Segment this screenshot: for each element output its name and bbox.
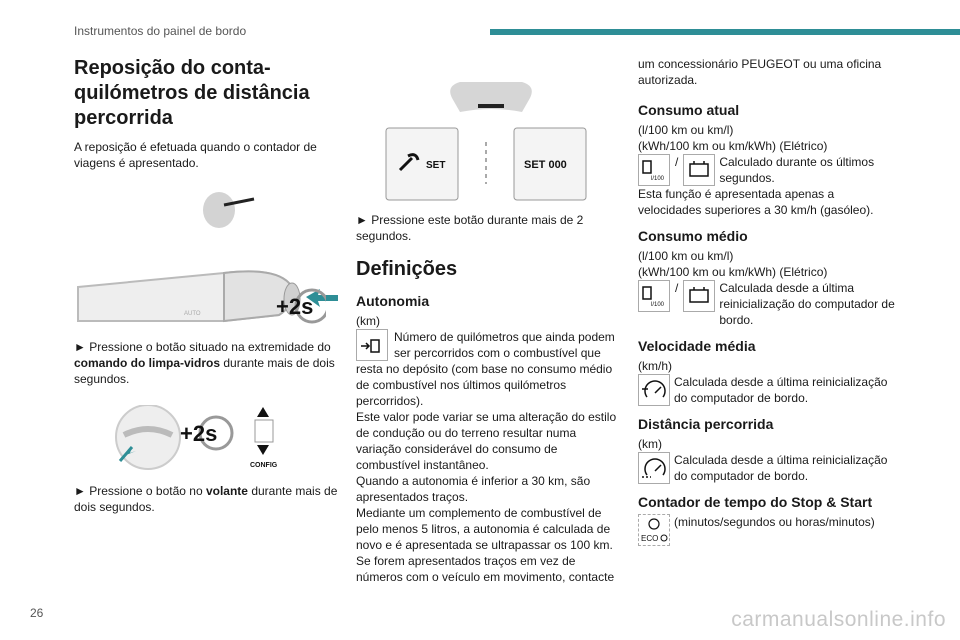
column-1 bbox=[74, 56, 342, 515]
fuel-icon-label: l/100 bbox=[651, 176, 665, 182]
consumo-medio-row bbox=[638, 280, 898, 328]
velocidade-title: Velocidade média bbox=[638, 338, 756, 354]
icon-separator-2: / bbox=[675, 281, 679, 295]
velocidade-row bbox=[638, 374, 898, 406]
stop-start-title: Contador de tempo do Stop & Start bbox=[638, 494, 873, 510]
step-wiper-bold: comando do limpa-vidros bbox=[74, 356, 221, 370]
set-label: SET bbox=[426, 160, 446, 171]
page-number: 26 bbox=[30, 606, 44, 620]
step-wheel-text-2: durante mais de dois segundos. bbox=[74, 484, 338, 514]
consumo-atual-text: Calculado durante os últimos segundos. bbox=[719, 155, 875, 185]
reset-intro: A reposição é efetuada quando o contador de viagens é apresentado. bbox=[74, 140, 317, 170]
autonomia-p2: Este valor pode variar se uma alteração do estilo de condução ou do terreno resultar numa variação considerável do consumo de combustível instantâneo. bbox=[356, 410, 617, 472]
stop-start-text: (minutos/segundos ou horas/minutos) bbox=[674, 515, 875, 529]
distancia-unit: (km) bbox=[638, 437, 662, 451]
consumo-atual-unit-2: (kWh/100 km ou km/kWh) (Elétrico) bbox=[638, 139, 828, 153]
set-buttons-illustration bbox=[356, 56, 624, 206]
fuel-average-icon bbox=[638, 280, 670, 312]
icon-separator: / bbox=[675, 155, 679, 169]
auto-label: AUTO bbox=[184, 311, 201, 317]
autonomia-p1: Número de quilómetros que ainda podem ser percorridos com o combustível que resta no depósito (com base no consumo médio de combustível nos últimos quilómetros percorridos). bbox=[356, 330, 615, 408]
distance-icon bbox=[638, 452, 670, 484]
header-accent-bar bbox=[490, 29, 960, 35]
step-set: ► Pressione este botão durante mais de 2 segundos. bbox=[356, 213, 584, 243]
watermark: carmanualsonline.info bbox=[731, 608, 946, 631]
wiper-stalk-figure bbox=[74, 175, 342, 325]
electric-consumption-icon bbox=[683, 154, 715, 186]
fuel-consumption-icon bbox=[638, 154, 670, 186]
two-second-badge bbox=[274, 287, 326, 330]
set-buttons-figure bbox=[356, 56, 624, 206]
autonomia-title: Autonomia bbox=[356, 293, 430, 309]
section-title-reset: Reposição do conta-quilómetros de distância percorrida bbox=[74, 57, 310, 129]
fuel-range-icon bbox=[356, 329, 388, 361]
consumo-atual-title: Consumo atual bbox=[638, 102, 740, 118]
set-value: SET 000 bbox=[524, 159, 567, 171]
steering-wheel-illustration bbox=[74, 405, 342, 471]
section-title-settings: Definições bbox=[356, 258, 458, 280]
autonomia-block bbox=[356, 329, 624, 409]
consumo-medio-title: Consumo médio bbox=[638, 228, 748, 244]
distancia-row bbox=[638, 452, 898, 484]
autonomia-p5: Se forem apresentados traços em vez de números com o veículo em movimento, contacte bbox=[356, 554, 615, 584]
velocidade-unit: (km/h) bbox=[638, 359, 672, 373]
distancia-title: Distância percorrida bbox=[638, 416, 774, 432]
autonomia-unit: (km) bbox=[356, 314, 380, 328]
steering-wheel-figure bbox=[74, 405, 342, 471]
consumo-atual-row bbox=[638, 154, 898, 186]
stop-start-row bbox=[638, 514, 898, 546]
step-wheel-bold: volante bbox=[205, 484, 248, 498]
column-2 bbox=[356, 56, 624, 585]
header-title: Instrumentos do painel de bordo bbox=[74, 24, 247, 38]
step-wiper bbox=[74, 339, 342, 387]
autonomia-p4: Mediante um complemento de combustível de pelo menos 5 litros, a autonomia é calculada de novo e é apresentada se ultrapassar os 100 km. bbox=[356, 506, 613, 552]
step-wiper-text-2: durante mais de dois segundos. bbox=[74, 356, 335, 386]
electric-average-icon bbox=[683, 280, 715, 312]
average-speed-icon bbox=[638, 374, 670, 406]
badge-text: +2s bbox=[276, 294, 314, 319]
consumo-atual-note: Esta função é apresentada apenas a velocidades superiores a 30 km/h (gasóleo). bbox=[638, 187, 874, 217]
distancia-text: Calculada desde a última reinicialização do computador de bordo. bbox=[674, 453, 888, 483]
autonomia-p3: Quando a autonomia é inferior a 30 km, são apresentados traços. bbox=[356, 474, 591, 504]
column-3 bbox=[638, 56, 898, 546]
badge-text-2: +2s bbox=[180, 421, 218, 446]
step-wheel-text-1: ► Pressione o botão no bbox=[74, 484, 206, 498]
consumo-medio-unit-1: (l/100 km ou km/l) bbox=[638, 249, 734, 263]
consumo-medio-text: Calculada desde a última reinicialização do computador de bordo. bbox=[719, 281, 895, 327]
config-label: CONFIG bbox=[250, 462, 278, 469]
velocidade-text: Calculada desde a última reinicialização do computador de bordo. bbox=[674, 375, 888, 405]
consumo-medio-unit-2: (kWh/100 km ou km/kWh) (Elétrico) bbox=[638, 265, 828, 279]
consumo-atual-unit-1: (l/100 km ou km/l) bbox=[638, 123, 734, 137]
eco-label: ECO bbox=[641, 534, 659, 543]
fuel-avg-icon-label: l/100 bbox=[651, 302, 665, 308]
stop-start-timer-icon bbox=[638, 514, 670, 546]
continuation-text: um concessionário PEUGEOT ou uma oficina autorizada. bbox=[638, 57, 882, 87]
step-wheel bbox=[74, 483, 342, 515]
step-wiper-text-1: ► Pressione o botão situado na extremidade do bbox=[74, 340, 331, 354]
